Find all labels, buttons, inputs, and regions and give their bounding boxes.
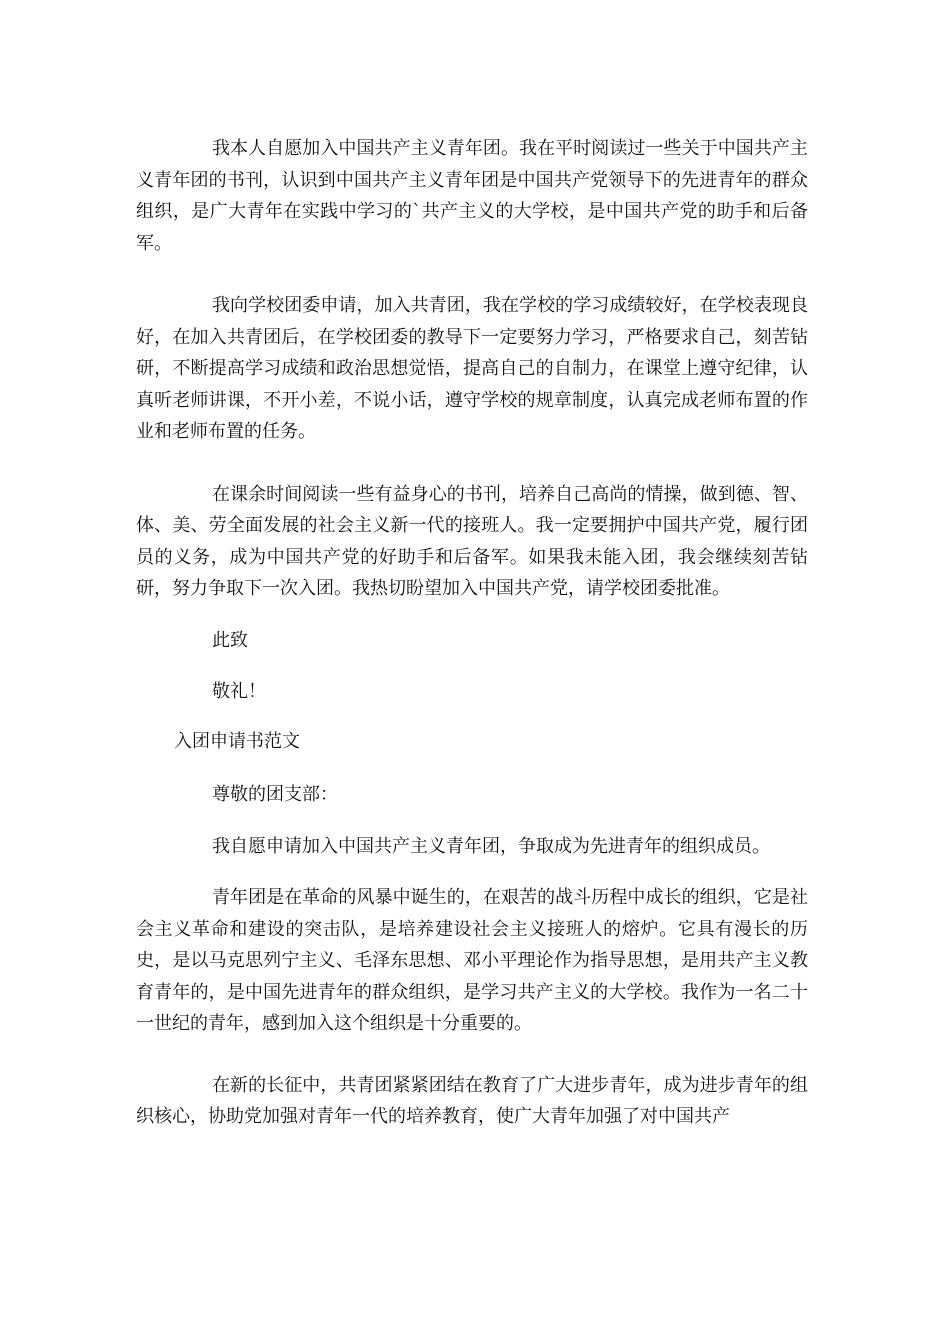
document-page — [136, 133, 808, 1133]
body-paragraph-6: 在新的长征中，共青团紧紧团结在教育了广大进步青年，成为进步青年的组织核心，协助党加强对青年一代的培养教育，使广大青年加强了对中国共产 — [136, 1074, 808, 1127]
body-paragraph-3: 在课余时间阅读一些有益身心的书刊，培养自己高尚的情操，做到德、智、体、美、劳全面发展的社会主义新一代的接班人。我一定要拥护中国共产党，履行团员的义务，成为中国共产党的好助手和后备军。如果我未能入团，我会继续刻苦钻研，努力争取下一次入团。我热切盼望加入中国共产党，请学校团委批准。 — [136, 483, 808, 599]
salutation: 尊敬的团支部： — [212, 784, 338, 805]
closing-line-2: 敬礼！ — [212, 681, 266, 702]
closing-line-1: 此致 — [212, 629, 248, 651]
body-paragraph-5: 青年团是在革命的风暴中诞生的，在艰苦的战斗历程中成长的组织，它是社会主义革命和建设的突击队，是培养建设社会主义接班人的熔炉。它具有漫长的历史，是以马克思列宁主义、毛泽东思想、邓小平理论作为指导思想，是用共产主义教育青年的，是中国先进青年的群众组织，是学习共产主义的大学校。我作为一名二十一世纪的青年，感到加入这个组织是十分重要的。 — [136, 887, 808, 1034]
section-title: 入团申请书范文 — [174, 730, 300, 752]
body-paragraph-4: 我自愿申请加入中国共产主义青年团，争取成为先进青年的组织成员。 — [212, 835, 770, 857]
body-paragraph-2: 我向学校团委申请，加入共青团，我在学校的学习成绩较好，在学校表现良好，在加入共青团后，在学校团委的教导下一定要努力学习，严格要求自己，刻苦钻研，不断提高学习成绩和政治思想觉悟，提高自己的自制力，在课堂上遵守纪律，认真听老师讲课，不开小差，不说小话，遵守学校的规章制度，认真完成老师布置的作业和老师布置的任务。 — [136, 295, 808, 442]
body-paragraph-1: 我本人自愿加入中国共产主义青年团。我在平时阅读过一些关于中国共产主义青年团的书刊，认识到中国共产主义青年团是中国共产党领导下的先进青年的群众组织，是广大青年在实践中学习的`共产主义的大学校，是中国共产党的助手和后备军。 — [136, 138, 808, 254]
